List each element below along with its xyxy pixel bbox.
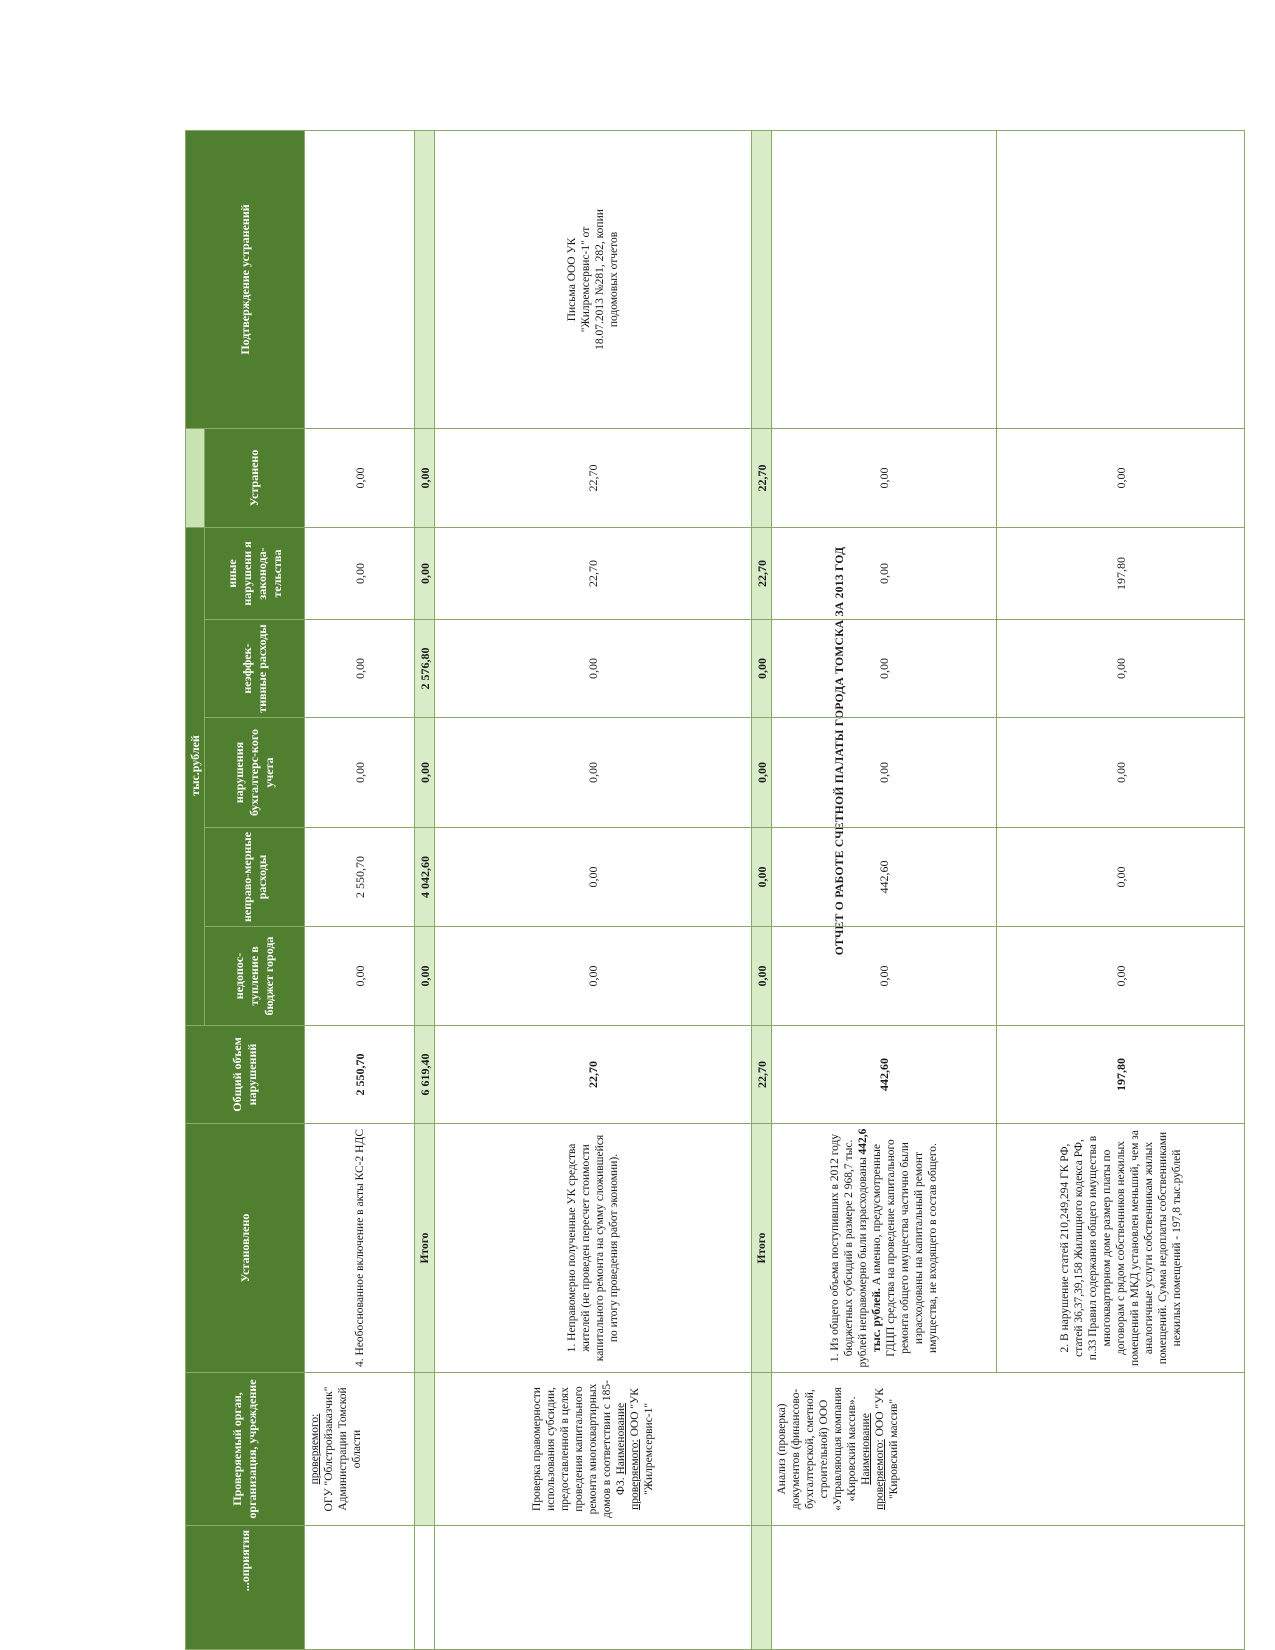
row3-illegal: 442,60 [771,827,997,927]
row2-event [434,1525,752,1650]
row1-underpay: 0,00 [304,926,415,1026]
row2-underpay: 0,00 [434,926,752,1026]
row3-event [771,1525,1245,1650]
header-illegal: неправо-мерные расходы [204,827,305,927]
header-fixed: Устранено [204,428,305,528]
total2-total: 22,70 [751,1025,772,1124]
header-event: ...оприятия [185,1525,305,1650]
row4-fixed: 0,00 [996,428,1245,528]
total2-underpay: 0,00 [751,926,772,1026]
header-found: Установлено [185,1123,305,1373]
row3-accounting: 0,00 [771,717,997,828]
row2-org: Проверка правомерности использования субсидии, предоставленной в целях проведения капитального ремонта многоквартирных домов в соответствии с 185-ФЗ. Наименование проверяемого: ООО "УК "Жилремсервис-1" [434,1372,752,1526]
total2-other: 22,70 [751,527,772,620]
row4-confirm [996,130,1245,429]
total1-confirm [414,130,435,429]
row2-total: 22,70 [434,1025,752,1124]
row3-total: 442,60 [771,1025,997,1124]
row1-other: 0,00 [304,527,415,620]
row3-fixed: 0,00 [771,428,997,528]
total1-ineffective: 2 576,80 [414,619,435,718]
total1-label: Итого [414,1123,435,1373]
row1-event [304,1525,415,1650]
total1-illegal: 4 042,60 [414,827,435,927]
total1-total: 6 619,40 [414,1025,435,1124]
row1-fixed: 0,00 [304,428,415,528]
row2-ineffective: 0,00 [434,619,752,718]
row3-other: 0,00 [771,527,997,620]
row4-ineffective: 0,00 [996,619,1245,718]
total1-accounting: 0,00 [414,717,435,828]
total2-fixed: 22,70 [751,428,772,528]
violations-table [185,130,1245,1650]
total1-org [414,1372,435,1526]
row4-illegal: 0,00 [996,827,1245,927]
row1-illegal: 2 550,70 [304,827,415,927]
row4-underpay: 0,00 [996,926,1245,1026]
row1-org: проверяемого: ОГУ "Облстройзаказчик" Администрации Томской области [304,1372,415,1526]
total1-other: 0,00 [414,527,435,620]
row2-accounting: 0,00 [434,717,752,828]
total1-underpay: 0,00 [414,926,435,1026]
row4-accounting: 0,00 [996,717,1245,828]
header-ineffective: неэффек-тивные расходы [204,619,305,718]
total2-illegal: 0,00 [751,827,772,927]
row1-found: 4. Необоснованное включение в акты КС-2 НДС [304,1123,415,1373]
header-total: Общий объем нарушений [185,1025,305,1124]
row3-confirm [771,130,997,429]
header-units: тыс.рублей [185,505,205,1026]
total1-event [414,1525,435,1650]
row2-fixed: 22,70 [434,428,752,528]
row4-total: 197,80 [996,1025,1245,1124]
row2-found: 1. Неправомерно полученные УК средства жителей (не проведен пересчет стоимости капитального ремонта на сумму сложившейся по итогу проведения работ экономии). [434,1123,752,1373]
row4-found: 2. В нарушение статей 210,249,294 ГК РФ, статей 36,37,39,158 Жилищного кодекса РФ, п.33 Правил содержания общего имущества в многоквартирном доме размер платы по договорам с рядом собственников нежилых помещений в МКД установлен меньший, чем за аналогичные услуги собственникам жилых помещений. Сумма недоплаты собственниками нежилых помещений - 197,8 тыс.рублей [996,1123,1245,1373]
header-other: иные нарушени я законода-тельства [204,527,305,620]
row2-illegal: 0,00 [434,827,752,927]
row4-other: 197,80 [996,527,1245,620]
row1-ineffective: 0,00 [304,619,415,718]
total2-org [751,1372,772,1526]
header-org: Проверяемый орган, организация, учреждение [185,1372,305,1526]
total2-accounting: 0,00 [751,717,772,828]
row2-confirm: Письма ООО УК "Жилремсервис-1" от 18.07.2013 №281, 282, копии подомовых отчетов [434,130,752,429]
row3-underpay: 0,00 [771,926,997,1026]
total1-fixed: 0,00 [414,428,435,528]
header-accounting: нарушения бухгалтерс-кого учета [204,717,305,828]
total2-confirm [751,130,772,429]
row1-confirm [304,130,415,429]
row1-accounting: 0,00 [304,717,415,828]
row3-found: 1. Из общего объема поступивших в 2012 году бюджетных субсидий в размере 2 968,7 тыс. рублей неправомерно были израсходованы 442,6 тыс. рублей. А именно, предусмотренные ГДЦП средства на проведение капитального ремонта общего имущества частично были израсходованы на капитальный ремонт имущества, не входящего в состав общего. [771,1123,997,1373]
header-underpay: недопос-тупление в бюджет города [204,926,305,1026]
total2-ineffective: 0,00 [751,619,772,718]
row1-total: 2 550,70 [304,1025,415,1124]
header-confirm: Подтверждение устранений [185,130,305,429]
total2-label: Итого [751,1123,772,1373]
page-title: ОТЧЕТ О РАБОТЕ СЧЕТНОЙ ПАЛАТЫ ГОРОДА ТОМСКА ЗА 2013 ГОД [834,546,846,956]
total2-event [751,1525,772,1650]
row3-org: Анализ (проверка) документов (финансово-бухгалтерской, сметной, строительной) ООО «Управляющая компания «Кировский массив». Наименование проверяемого: ООО "УК "Кировский массив" [771,1372,1245,1526]
row3-ineffective: 0,00 [771,619,997,718]
row2-other: 22,70 [434,527,752,620]
